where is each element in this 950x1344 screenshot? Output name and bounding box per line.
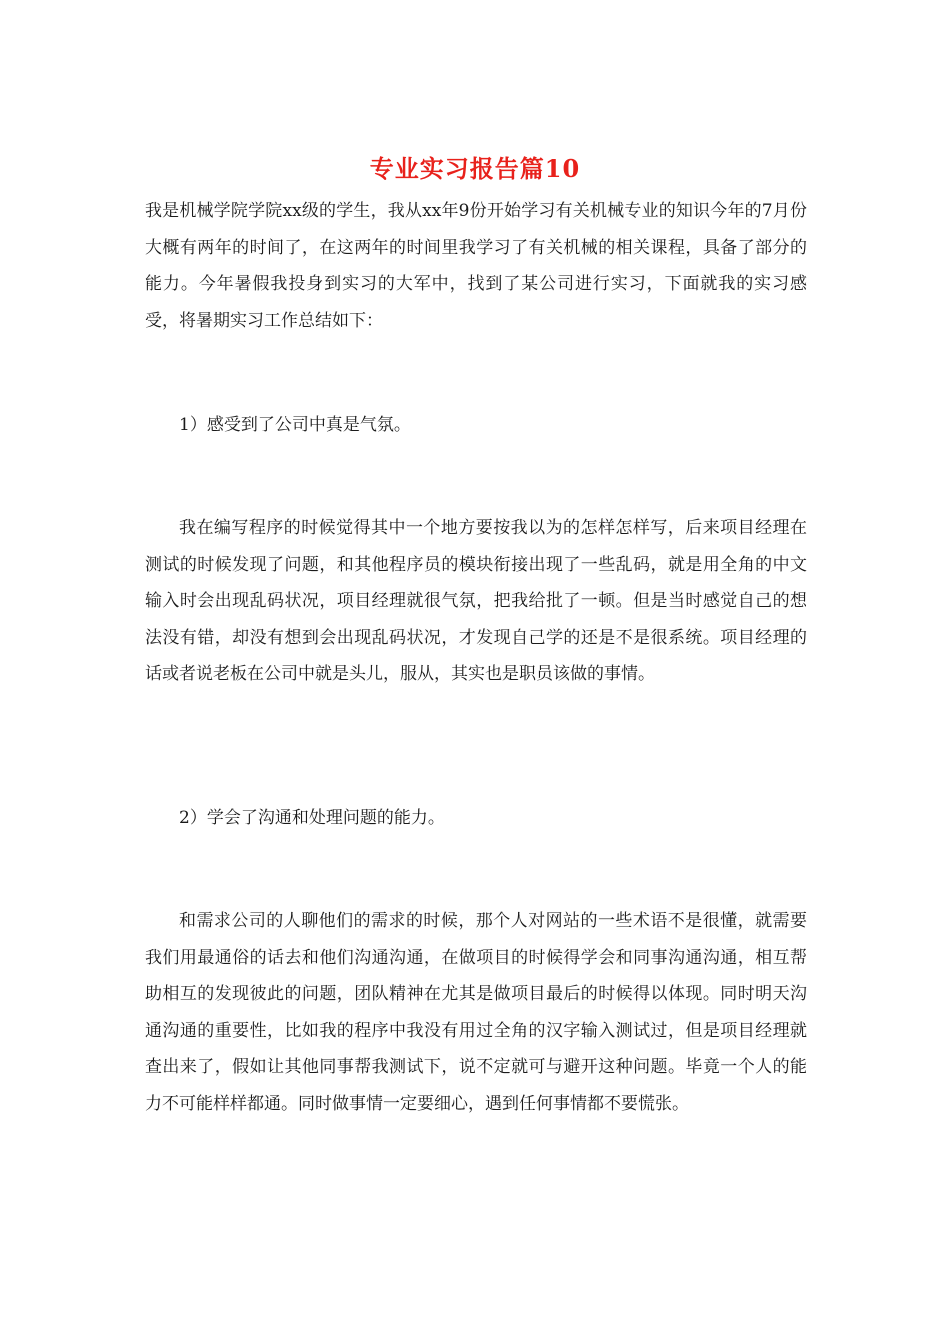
- section-body-2: 和需求公司的人聊他们的需求的时候，那个人对网站的一些术语不是很懂，就需要我们用最通俗的话去和他们沟通沟通，在做项目的时候得学会和同事沟通沟通，相互帮助相互的发现彼此的问题，团队精神在尤其是做项目最后的时候得以体现。同时明天沟通沟通的重要性，比如我的程序中我没有用过全角的汉字输入测试过，但是项目经理就查出来了，假如让其他同事帮我测试下，说不定就可与避开这种问题。毕竟一个人的能力不可能样样都通。同时做事情一定要细心，遇到任何事情都不要慌张。: [145, 911, 807, 1114]
- intro-paragraph: 我是机械学院学院xx级的学生，我从xx年9份开始学习有关机械专业的知识今年的7月份大概有两年的时间了，在这两年的时间里我学习了有关机械的相关课程，具备了部分的能力。今年暑假我投身到实习的大军中，找到了某公司进行实习，下面就我的实习感受，将暑期实习工作总结如下：: [145, 201, 807, 331]
- section-heading-2: 2）学会了沟通和处理问题的能力。: [179, 808, 445, 828]
- document-title: 专业实习报告篇10: [369, 154, 581, 183]
- section-body-1: 我在编写程序的时候觉得其中一个地方要按我以为的怎样怎样写，后来项目经理在测试的时候发现了问题，和其他程序员的模块衔接出现了一些乱码，就是用全角的中文输入时会出现乱码状况，项目经理就很气氛，把我给批了一顿。但是当时感觉自己的想法没有错，却没有想到会出现乱码状况，才发现自己学的还是不是很系统。项目经理的话或者说老板在公司中就是头儿，服从，其实也是职员该做的事情。: [145, 518, 807, 685]
- section-heading-1: 1）感受到了公司中真是气氛。: [179, 415, 411, 435]
